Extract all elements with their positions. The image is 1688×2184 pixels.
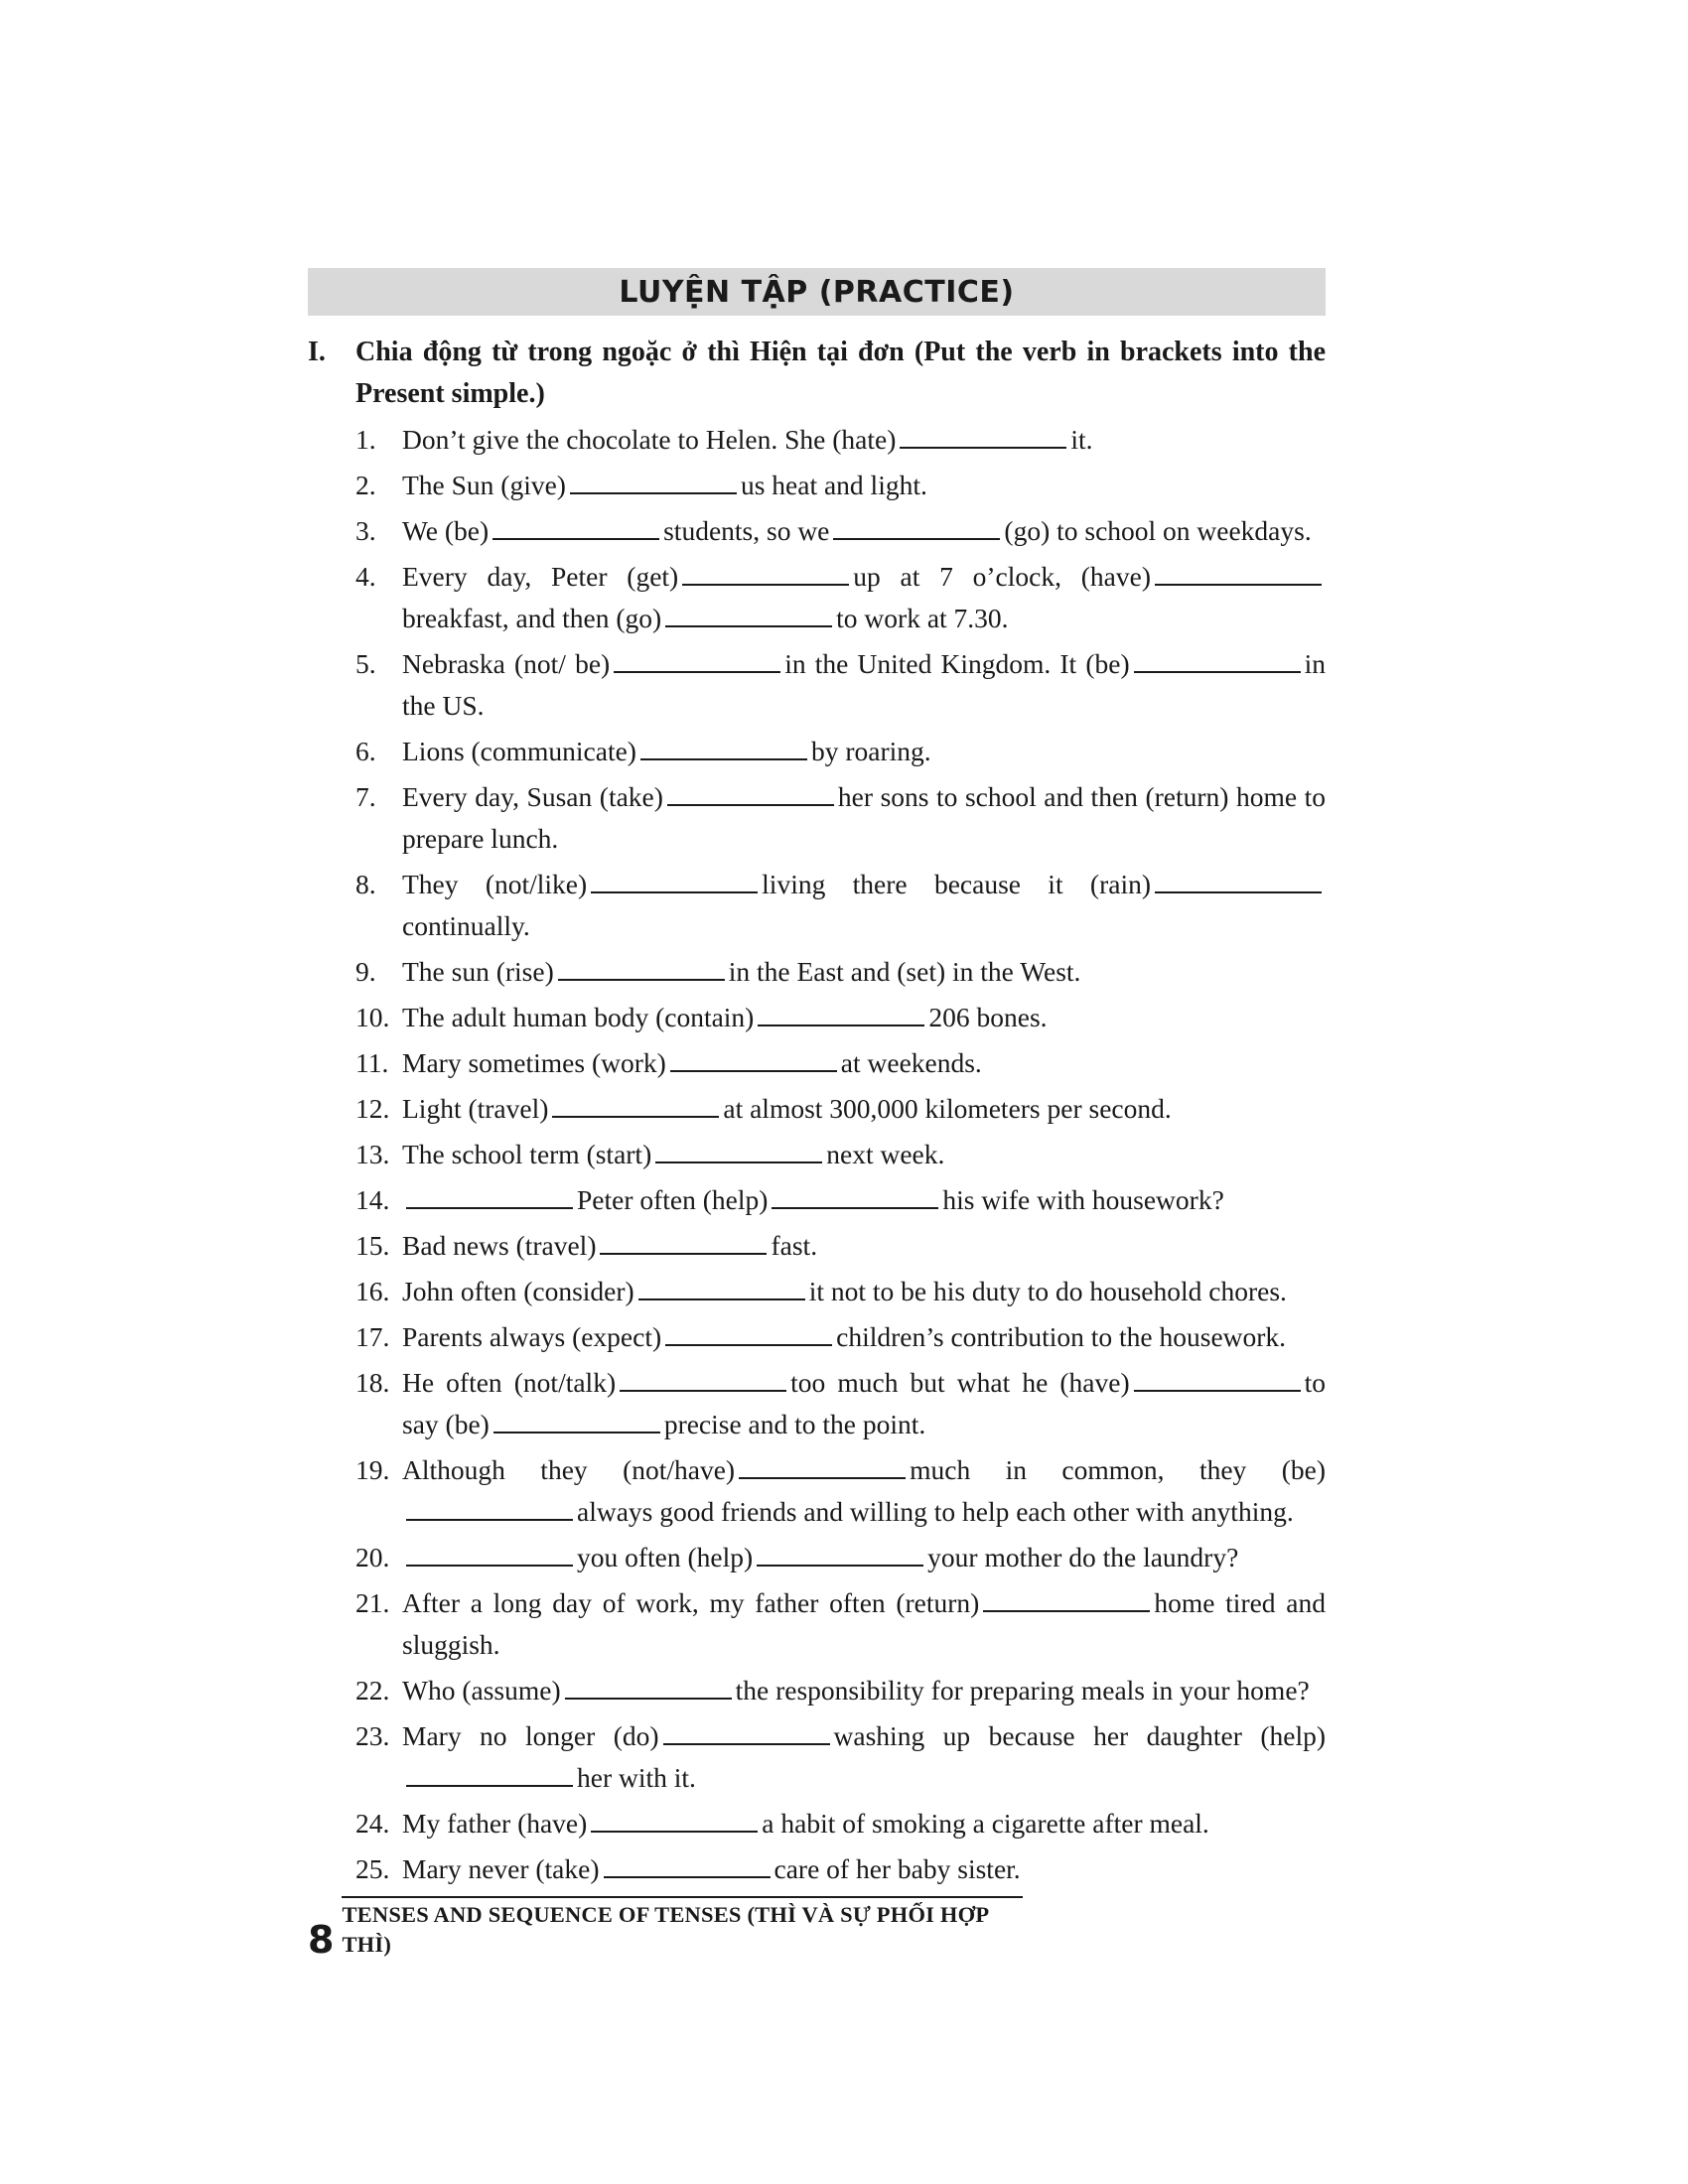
exercise-item [308,1179,1326,1221]
answer-blank[interactable] [983,1586,1150,1612]
item-text-fragment: Mary no longer (do) [402,1720,659,1751]
item-text-fragment: to say (be) [402,1367,1327,1439]
item-text [402,1715,1326,1799]
exercise-item [308,1134,1326,1175]
item-text-fragment: you often (help) [577,1542,754,1572]
answer-blank[interactable] [757,1541,923,1567]
exercise-item [308,1271,1326,1312]
item-number: 10. [355,1002,390,1032]
answer-blank[interactable] [640,735,807,760]
item-text-fragment: fast. [771,1230,818,1261]
item-text [402,776,1326,860]
item-number: 1. [355,424,376,455]
exercise-item [308,776,1326,860]
page-footer [308,1896,1023,1960]
item-number: 9. [355,956,376,987]
banner-title: LUYỆN TẬP (PRACTICE) [619,274,1015,310]
answer-blank[interactable] [833,514,1000,540]
exercise-page [308,268,1326,1894]
item-text-fragment: Every day, Susan (take) [402,781,663,812]
item-number: 17. [355,1321,390,1352]
exercise-item [308,951,1326,993]
footer-title: TENSES AND SEQUENCE OF TENSES (THÌ VÀ SỰ PHỐI HỢP THÌ) [342,1902,989,1957]
item-text-fragment: Peter often (help) [577,1184,769,1215]
answer-blank[interactable] [655,1138,822,1163]
item-number: 12. [355,1093,390,1124]
item-text [402,465,1326,506]
answer-blank[interactable] [665,602,832,627]
answer-blank[interactable] [406,1761,573,1787]
item-text-fragment: the responsibility for preparing meals in your home? [735,1675,1310,1706]
item-number: 19. [355,1454,390,1485]
item-number: 5. [355,648,376,679]
item-text [402,1537,1326,1578]
item-text [402,951,1326,993]
item-text [402,997,1326,1038]
item-text-fragment: Every day, Peter (get) [402,561,679,592]
exercise-item [308,731,1326,772]
item-number: 8. [355,869,376,899]
item-text-fragment: her sons to school and then (return) home to prepare lunch. [402,781,1326,854]
item-text-fragment: it. [1070,424,1093,455]
exercise-item [308,1362,1326,1445]
item-text-fragment: home tired and sluggish. [402,1587,1326,1660]
answer-blank[interactable] [667,780,834,806]
item-text [402,1134,1326,1175]
exercise-item [308,419,1326,461]
answer-blank[interactable] [665,1320,832,1346]
item-text [402,731,1326,772]
answer-blank[interactable] [565,1674,732,1700]
answer-blank[interactable] [682,560,849,586]
answer-blank[interactable] [406,1495,573,1521]
answer-blank[interactable] [591,1807,758,1833]
item-number: 20. [355,1542,390,1572]
exercise-item [308,1848,1326,1890]
item-text-fragment: up at 7 o’clock, (have) [853,561,1151,592]
item-text-fragment: at almost 300,000 kilometers per second. [723,1093,1172,1124]
item-text-fragment: it not to be his duty to do household chores. [808,1276,1287,1306]
item-text-fragment: We (be) [402,515,490,546]
item-text-fragment: The Sun (give) [402,470,566,500]
item-text [402,556,1326,639]
exercise-item [308,1670,1326,1711]
answer-blank[interactable] [638,1275,805,1300]
item-text-fragment: in the US. [402,648,1327,721]
item-text-fragment: us heat and light. [740,470,927,500]
answer-blank[interactable] [1155,560,1322,586]
item-text-fragment: Mary sometimes (work) [402,1047,666,1078]
exercise-item [308,643,1326,727]
section-number: I. [308,337,326,367]
item-text-fragment: washing up because her daughter (help) [833,1720,1327,1751]
item-text-fragment: in the East and (set) in the West. [728,956,1081,987]
answer-blank[interactable] [739,1453,906,1479]
answer-blank[interactable] [604,1852,771,1878]
item-text-fragment: Although they (not/have) [402,1454,736,1485]
item-text-fragment: much in common, they (be) [910,1454,1326,1485]
item-text-fragment: in the United Kingdom. It (be) [784,648,1130,679]
exercise-item [308,1537,1326,1578]
item-number: 11. [355,1047,389,1078]
answer-blank[interactable] [591,868,758,893]
item-text [402,419,1326,461]
exercise-item [308,1225,1326,1267]
exercise-item [308,997,1326,1038]
answer-blank[interactable] [493,1408,660,1433]
item-text-fragment: precise and to the point. [663,1409,926,1439]
item-text-fragment: Lions (communicate) [402,736,636,766]
item-text [402,1362,1326,1445]
answer-blank[interactable] [558,955,725,981]
item-text [402,1088,1326,1130]
item-text-fragment: too much but what he (have) [790,1367,1130,1398]
item-number: 13. [355,1139,390,1169]
item-text-fragment: He often (not/talk) [402,1367,617,1398]
exercise-item [308,1715,1326,1799]
exercise-item [308,1803,1326,1844]
item-text-fragment: The sun (rise) [402,956,554,987]
item-text [402,510,1326,552]
item-text [402,643,1326,727]
item-number: 7. [355,781,376,812]
section-instruction: Chia động từ trong ngoặc ở thì Hiện tại đơn (Put the verb in brackets into the Present simple.) [355,337,1326,409]
item-number: 18. [355,1367,390,1398]
item-text-fragment: continually. [402,910,530,941]
item-text-fragment: by roaring. [810,736,931,766]
exercise-item [308,1316,1326,1358]
item-text-fragment: students, so we [663,515,830,546]
item-text-fragment: always good friends and willing to help each other with anything. [577,1496,1294,1527]
item-text-fragment: 206 bones. [928,1002,1048,1032]
item-text [402,1225,1326,1267]
item-text-fragment: breakfast, and then (go) [402,603,662,633]
exercise-item [308,1042,1326,1084]
answer-blank[interactable] [614,647,780,673]
item-text-fragment: to work at 7.30. [836,603,1009,633]
item-number: 25. [355,1853,390,1884]
item-text [402,1449,1326,1533]
footer-rule [342,1896,1023,1960]
item-number: 14. [355,1184,390,1215]
exercise-item [308,1088,1326,1130]
answer-blank[interactable] [570,469,737,494]
item-text-fragment: Don’t give the chocolate to Helen. She (hate) [402,424,897,455]
answer-blank[interactable] [600,1229,767,1255]
item-text-fragment: care of her baby sister. [774,1853,1021,1884]
answer-blank[interactable] [670,1046,837,1072]
page-number: 8 [308,1918,335,1962]
exercise-item [308,465,1326,506]
item-text-fragment: your mother do the laundry? [927,1542,1239,1572]
practice-banner [308,268,1326,316]
item-text [402,864,1326,947]
answer-blank[interactable] [1155,868,1322,893]
item-number: 2. [355,470,376,500]
answer-blank[interactable] [772,1183,938,1209]
item-text-fragment: Nebraska (not/ be) [402,648,611,679]
answer-blank[interactable] [758,1001,924,1026]
item-number: 4. [355,561,376,592]
item-number: 15. [355,1230,390,1261]
item-text-fragment: Who (assume) [402,1675,561,1706]
item-text-fragment: next week. [826,1139,945,1169]
item-text-fragment: her with it. [577,1762,696,1793]
exercise-item [308,1449,1326,1533]
item-number: 22. [355,1675,390,1706]
item-number: 16. [355,1276,390,1306]
item-text-fragment: living there because it (rain) [762,869,1151,899]
exercise-list [308,419,1326,1890]
answer-blank[interactable] [552,1092,719,1118]
exercise-item [308,864,1326,947]
item-text [402,1848,1326,1890]
item-text [402,1582,1326,1666]
answer-blank[interactable] [1134,647,1301,673]
item-number: 6. [355,736,376,766]
item-text [402,1179,1326,1221]
item-number: 24. [355,1808,390,1839]
exercise-item [308,1582,1326,1666]
item-text-fragment: Parents always (expect) [402,1321,662,1352]
item-text-fragment: After a long day of work, my father often (return) [402,1587,980,1618]
section-heading [308,332,1326,415]
item-text-fragment: a habit of smoking a cigarette after meal. [762,1808,1209,1839]
item-text-fragment: at weekends. [840,1047,982,1078]
item-text-fragment: his wife with housework? [942,1184,1224,1215]
item-text-fragment: children’s contribution to the housework. [836,1321,1287,1352]
item-text [402,1670,1326,1711]
answer-blank[interactable] [1134,1366,1301,1392]
item-text-fragment: Bad news (travel) [402,1230,597,1261]
item-number: 21. [355,1587,390,1618]
item-text-fragment: John often (consider) [402,1276,634,1306]
item-text-fragment: Mary never (take) [402,1853,600,1884]
item-text-fragment: Light (travel) [402,1093,549,1124]
item-number: 23. [355,1720,390,1751]
answer-blank[interactable] [406,1541,573,1567]
item-text [402,1803,1326,1844]
item-text [402,1271,1326,1312]
item-text-fragment: My father (have) [402,1808,588,1839]
item-text-fragment: The adult human body (contain) [402,1002,755,1032]
answer-blank[interactable] [663,1719,830,1745]
item-text-fragment: (go) to school on weekdays. [1004,515,1312,546]
item-text-fragment: They (not/like) [402,869,588,899]
item-text [402,1316,1326,1358]
exercise-item [308,510,1326,552]
answer-blank[interactable] [900,423,1066,449]
answer-blank[interactable] [620,1366,786,1392]
answer-blank[interactable] [492,514,659,540]
answer-blank[interactable] [406,1183,573,1209]
item-number: 3. [355,515,376,546]
exercise-item [308,556,1326,639]
item-text-fragment: The school term (start) [402,1139,652,1169]
item-text [402,1042,1326,1084]
